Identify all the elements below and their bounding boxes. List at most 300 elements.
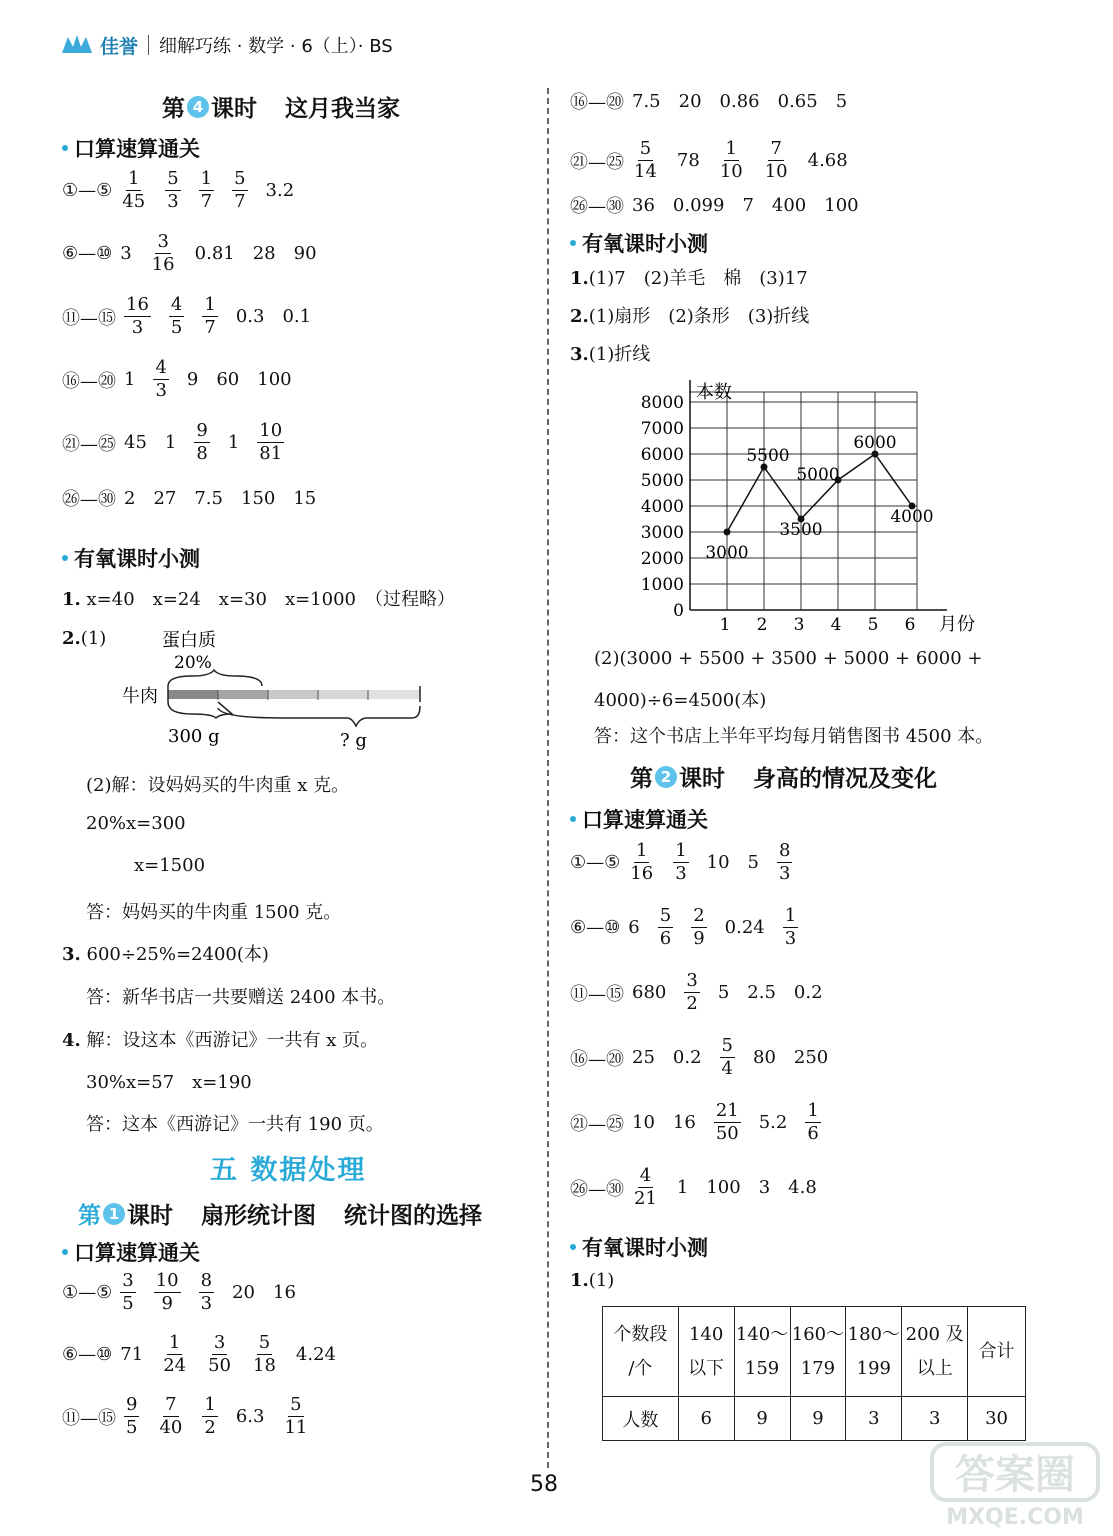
y-tick-label: 1000 xyxy=(640,575,684,595)
header-text: 159 xyxy=(744,1357,780,1379)
answer-value: 45 xyxy=(124,432,147,453)
answer-value: 78 xyxy=(676,150,700,171)
answer-fraction xyxy=(202,296,217,337)
brand-name: 佳誉 xyxy=(100,35,139,58)
answer-text: 解：设这本《西游记》一共有 x 页。 xyxy=(86,1030,379,1051)
denominator: 6 xyxy=(659,928,672,949)
answer-value: 150 xyxy=(241,487,276,509)
protein-label: 蛋白质 xyxy=(162,630,216,651)
section-oral-2 xyxy=(62,1237,200,1267)
answer-fraction xyxy=(257,422,284,463)
table-cell: 3 xyxy=(846,1397,902,1441)
data-label: 3500 xyxy=(779,520,823,540)
answer-4-eq: 30%x=57 x=190 xyxy=(86,1072,252,1093)
answer-value: 6.3 xyxy=(235,1406,265,1427)
answer-fraction xyxy=(206,1334,233,1375)
answer-value: 0.24 xyxy=(724,917,765,938)
row-label: ①—⑤ xyxy=(62,1282,113,1303)
answer-value: 25 xyxy=(632,1047,655,1068)
answer-3: 3. 600÷25%=2400(本) xyxy=(62,944,269,965)
answer-value: 6 xyxy=(628,917,640,938)
answer-value: 1 xyxy=(227,432,240,453)
row-label: ⑯—⑳ xyxy=(570,1048,624,1070)
row-label: ⑥—⑩ xyxy=(62,243,113,264)
lesson-name: 扇形统计图 xyxy=(201,1203,316,1229)
answer-fraction xyxy=(124,296,151,337)
answer-fraction xyxy=(169,296,184,337)
table-cell: 9 xyxy=(790,1397,846,1441)
y-tick-label: 6000 xyxy=(640,445,684,465)
denominator: 24 xyxy=(163,1355,187,1376)
answer-fraction xyxy=(120,170,147,211)
answer-fraction xyxy=(691,907,706,948)
denominator: 3 xyxy=(200,1293,213,1314)
data-label: 4000 xyxy=(890,507,934,527)
answer-value: 680 xyxy=(632,982,667,1003)
answer-1: 1. x=40 x=24 x=30 x=1000 （过程略） xyxy=(62,589,455,610)
header-text: 160～ xyxy=(791,1323,845,1345)
y-tick-label: 8000 xyxy=(640,393,684,413)
section-title: 有氧课时小测 xyxy=(74,547,200,571)
row-label: ㉑—㉕ xyxy=(570,1113,624,1135)
answer-4-conclusion: 答：这本《西游记》一共有 190 页。 xyxy=(86,1114,384,1135)
numerator: 10 xyxy=(259,420,283,441)
segment-1 xyxy=(168,690,218,699)
table-header-cell xyxy=(678,1307,734,1397)
answer-fraction xyxy=(120,1272,135,1313)
header-text: 以下 xyxy=(688,1357,725,1379)
table-cell: 6 xyxy=(678,1397,734,1441)
answer-value: 27 xyxy=(153,487,177,509)
denominator: 10 xyxy=(764,161,788,182)
answer-2-label: 2.(1) xyxy=(62,628,107,649)
lesson-suffix: 课时 xyxy=(211,96,257,122)
answer-text: (1) xyxy=(80,628,107,649)
denominator: 5 xyxy=(170,317,183,338)
header-text: 180～ xyxy=(847,1323,901,1345)
table-header-cell xyxy=(846,1307,902,1397)
answer-4: 4. 解：设这本《西游记》一共有 x 页。 xyxy=(62,1030,379,1051)
denominator: 40 xyxy=(159,1417,183,1438)
answer-value: 2.5 xyxy=(747,982,776,1003)
bullet-dot-icon xyxy=(570,816,576,822)
denominator: 3 xyxy=(779,863,791,884)
answer-value: 4.68 xyxy=(807,150,848,171)
answer-value: 36 xyxy=(632,194,655,216)
denominator: 2 xyxy=(686,993,698,1014)
denominator: 3 xyxy=(675,863,687,884)
table-cell: 30 xyxy=(968,1397,1026,1441)
data-label: 3000 xyxy=(705,543,749,563)
answer-row xyxy=(570,88,865,114)
numerator: 1 xyxy=(807,1100,819,1121)
answer-value: 28 xyxy=(252,243,276,264)
denominator: 8 xyxy=(196,443,208,464)
answer-row xyxy=(62,485,334,511)
answer-fraction xyxy=(251,1334,278,1375)
table-cell: 人数 xyxy=(603,1397,679,1441)
answer-value: 100 xyxy=(257,369,292,390)
answer-fraction xyxy=(124,1396,139,1437)
numerator: 1 xyxy=(204,294,216,315)
bullet-dot-icon xyxy=(62,145,68,151)
numerator: 21 xyxy=(715,1100,739,1121)
lesson-name-2: 统计图的选择 xyxy=(344,1203,482,1229)
answer-text: 600÷25%=2400(本) xyxy=(86,944,269,965)
answer-value: 5 xyxy=(717,982,730,1003)
answer-row xyxy=(570,192,877,218)
table-cell: 3 xyxy=(902,1397,968,1441)
header-text: 合计 xyxy=(978,1340,1015,1362)
answer-row xyxy=(570,972,841,1013)
answer-value: 5 xyxy=(835,90,848,112)
answer-value: 5 xyxy=(747,852,759,873)
row-label: ㉖—㉚ xyxy=(62,489,116,510)
answer-1: 1.(1)7 (2)羊毛 棉 (3)17 xyxy=(570,268,808,289)
row-label: ⑪—⑮ xyxy=(570,983,624,1005)
answer-value: 90 xyxy=(293,243,317,264)
answer-value: 1 xyxy=(124,369,136,390)
denominator: 3 xyxy=(167,191,179,212)
beef-label: 牛肉 xyxy=(122,686,158,707)
x-tick-label: 5 xyxy=(867,615,879,635)
section-oral-3 xyxy=(570,804,708,834)
answer-1: 1.(1) xyxy=(570,1270,615,1291)
header-text: 199 xyxy=(856,1357,892,1379)
table-header-cell xyxy=(603,1307,679,1397)
numerator: 9 xyxy=(196,420,208,441)
numerator: 4 xyxy=(155,357,167,378)
answer-fraction xyxy=(232,170,247,211)
header-separator xyxy=(148,35,149,55)
numerator: 5 xyxy=(659,905,672,926)
y-tick-label: 3000 xyxy=(640,523,684,543)
row-label: ㉑—㉕ xyxy=(62,433,116,455)
numerator: 1 xyxy=(128,168,140,189)
lesson-suffix: 课时 xyxy=(127,1203,173,1229)
lesson-name: 这月我当家 xyxy=(285,96,400,122)
answer-value: 80 xyxy=(753,1047,776,1068)
answer-value: 400 xyxy=(771,194,807,216)
answer-value: 16 xyxy=(672,1112,696,1133)
unit-title: 五 数据处理 xyxy=(210,1155,367,1186)
header-text: 200 及 xyxy=(905,1323,964,1345)
answer-fraction xyxy=(628,842,655,883)
table-header-cell xyxy=(790,1307,846,1397)
answer-text: (1)折线 xyxy=(588,344,651,365)
denominator: 16 xyxy=(151,254,175,275)
denominator: 7 xyxy=(234,191,246,212)
section-title: 有氧课时小测 xyxy=(582,1236,708,1260)
numerator: 3 xyxy=(213,1332,226,1353)
answer-2: 2.(1)扇形 (2)条形 (3)折线 xyxy=(570,306,810,327)
answer-value: 0.86 xyxy=(719,90,760,112)
row-label: ⑪—⑮ xyxy=(62,307,116,329)
numerator: 3 xyxy=(686,970,698,991)
data-label: 6000 xyxy=(853,433,897,453)
numerator: 1 xyxy=(725,138,737,159)
series-title: 细解巧练 · 数学 · 6（上）· BS xyxy=(159,36,393,57)
answer-value: 100 xyxy=(706,1177,741,1198)
lesson-2-title xyxy=(630,760,937,793)
left-brace xyxy=(168,702,232,718)
answer-value: 7 xyxy=(742,194,754,216)
answer-row xyxy=(62,296,329,337)
answer-value: 4.24 xyxy=(295,1344,336,1365)
row-label: ①—⑤ xyxy=(62,180,113,201)
lesson-number-badge: 2 xyxy=(655,766,677,788)
bullet-dot-icon xyxy=(62,555,68,561)
row-label: ⑯—⑳ xyxy=(570,92,624,113)
bottom-brace xyxy=(218,706,420,726)
numerator: 5 xyxy=(639,138,652,159)
denominator: 10 xyxy=(719,161,743,182)
section-title: 口算速算通关 xyxy=(74,1241,200,1265)
answer-fraction xyxy=(714,1102,741,1143)
page-number: 58 xyxy=(530,1472,558,1497)
answer-row xyxy=(62,1396,327,1437)
row-label: ㉖—㉚ xyxy=(570,1178,624,1200)
denominator: 11 xyxy=(284,1417,308,1438)
numerator: 5 xyxy=(234,168,246,189)
answer-fraction xyxy=(805,1102,820,1143)
section-test-2 xyxy=(570,228,708,258)
row-label: ⑯—⑳ xyxy=(62,370,116,392)
denominator: 50 xyxy=(715,1123,739,1144)
denominator: 3 xyxy=(155,380,167,401)
answer-value: 16 xyxy=(273,1282,296,1303)
height-frequency-table xyxy=(602,1306,1026,1441)
denominator: 9 xyxy=(161,1293,173,1314)
segment-2 xyxy=(218,690,268,699)
denominator: 5 xyxy=(126,1417,138,1438)
denominator: 9 xyxy=(693,928,705,949)
answer-value: 0.81 xyxy=(194,243,235,264)
x-tick-label: 4 xyxy=(830,615,842,635)
answer-fraction xyxy=(777,842,792,883)
bullet-dot-icon xyxy=(570,1244,576,1250)
numerator: 1 xyxy=(168,1332,181,1353)
answer-value: 1 xyxy=(164,432,177,453)
answer-fraction xyxy=(763,140,790,181)
x-tick-label: 6 xyxy=(904,615,916,635)
beef-protein-diagram xyxy=(112,622,492,752)
answer-fraction xyxy=(282,1396,309,1437)
answer-2-eq2: x=1500 xyxy=(134,855,206,876)
answer-value: 10 xyxy=(706,852,730,873)
answer-value: 15 xyxy=(293,487,317,509)
numerator: 1 xyxy=(784,905,797,926)
answer-value: 60 xyxy=(216,369,240,390)
answer-fraction xyxy=(199,170,214,211)
x-axis-label: 月份 xyxy=(939,614,975,635)
y-axis-label: 本数 xyxy=(696,382,732,403)
svg-text:答案圈: 答案圈 xyxy=(955,1452,1075,1498)
numerator: 7 xyxy=(165,1394,177,1415)
header-text: 140 xyxy=(688,1323,724,1345)
lesson-prefix: 第 xyxy=(78,1203,101,1229)
denominator: 45 xyxy=(122,191,146,212)
watermark-logo-icon xyxy=(930,1440,1100,1530)
table-header-row xyxy=(603,1307,1026,1397)
numerator: 5 xyxy=(290,1394,302,1415)
numerator: 1 xyxy=(675,840,687,861)
answer-fraction xyxy=(718,140,745,181)
answer-text: (1) xyxy=(588,1270,615,1291)
x-tick-label: 3 xyxy=(793,615,805,635)
answer-text: (1)7 (2)羊毛 棉 (3)17 xyxy=(588,268,808,289)
page-header xyxy=(60,30,393,60)
lesson-suffix: 课时 xyxy=(679,766,725,792)
answer-row xyxy=(570,842,810,883)
answer-value: 0.1 xyxy=(282,306,312,327)
table-cell: 9 xyxy=(734,1397,790,1441)
answer-row xyxy=(62,359,310,400)
answer-row xyxy=(62,1334,354,1375)
answer-2-conclusion: 答：妈妈买的牛肉重 1500 克。 xyxy=(86,902,342,923)
numerator: 2 xyxy=(693,905,705,926)
x-tick-label: 2 xyxy=(756,615,768,635)
answer-fraction xyxy=(157,1396,184,1437)
numerator: 8 xyxy=(200,1270,213,1291)
answer-text: x=40 x=24 x=30 x=1000 （过程略） xyxy=(86,589,455,610)
answer-row xyxy=(570,140,866,181)
numerator: 16 xyxy=(126,294,149,315)
denominator: 5 xyxy=(122,1293,134,1314)
row-label: ⑪—⑮ xyxy=(62,1407,116,1429)
data-label: 5500 xyxy=(746,446,790,466)
answer-value: 0.2 xyxy=(793,982,823,1003)
answer-fraction xyxy=(673,842,688,883)
numerator: 9 xyxy=(126,1394,138,1415)
denominator: 81 xyxy=(259,443,283,464)
numerator: 3 xyxy=(157,231,169,252)
known-label: 300 g xyxy=(168,726,220,747)
answer-value: 3 xyxy=(758,1177,771,1198)
answer-fraction xyxy=(165,170,180,211)
unknown-label: ? g xyxy=(340,730,367,751)
answer-row xyxy=(62,170,312,211)
answer-value: 7.5 xyxy=(194,487,223,509)
answer-row xyxy=(570,1102,839,1143)
numerator: 5 xyxy=(721,1035,733,1056)
answer-fraction xyxy=(150,233,177,274)
brand-logo-icon xyxy=(60,33,94,57)
section-title: 有氧课时小测 xyxy=(582,232,708,256)
denominator: 21 xyxy=(634,1188,657,1209)
answer-text: (1)扇形 (2)条形 (3)折线 xyxy=(588,306,810,327)
row-label: ①—⑤ xyxy=(570,852,621,873)
answer-fraction xyxy=(632,140,659,181)
y-tick-label: 4000 xyxy=(640,497,684,517)
answer-row xyxy=(570,1037,846,1078)
denominator: 3 xyxy=(784,928,797,949)
row-label: ㉑—㉕ xyxy=(570,151,624,173)
lesson-4-title xyxy=(162,90,400,123)
y-tick-label: 5000 xyxy=(640,471,684,491)
answer-value: 3 xyxy=(120,243,132,264)
answer-value: 100 xyxy=(824,194,859,216)
header-text: 140～ xyxy=(735,1323,789,1345)
answer-fraction xyxy=(154,1272,181,1313)
numerator: 1 xyxy=(204,1394,216,1415)
header-text: 以上 xyxy=(916,1357,953,1379)
answer-value: 20 xyxy=(232,1282,255,1303)
y-tick-label: 2000 xyxy=(640,549,684,569)
numerator: 7 xyxy=(770,138,782,159)
row-label: ㉖—㉚ xyxy=(570,196,624,217)
denominator: 3 xyxy=(131,317,144,338)
answer-fraction xyxy=(632,1167,659,1208)
answer-row xyxy=(62,422,302,463)
section-test-3 xyxy=(570,1232,708,1262)
numerator: 10 xyxy=(155,1270,179,1291)
numerator: 3 xyxy=(122,1270,134,1291)
numerator: 8 xyxy=(779,840,791,861)
answer-value: 250 xyxy=(793,1047,829,1068)
answer-value: 5.2 xyxy=(758,1112,788,1133)
answer-row xyxy=(570,907,816,948)
answer-2-eq1: 20%x=300 xyxy=(86,813,186,834)
y-tick-label: 0 xyxy=(673,601,684,621)
denominator: 7 xyxy=(204,317,216,338)
numerator: 5 xyxy=(167,168,179,189)
denominator: 18 xyxy=(253,1355,276,1376)
answer-value: 0.099 xyxy=(672,194,725,216)
answer-3-conclusion: 答：这个书店上半年平均每月销售图书 4500 本。 xyxy=(594,726,994,747)
section-title: 口算速算通关 xyxy=(582,808,708,832)
answer-fraction xyxy=(202,1396,217,1437)
answer-value: 2 xyxy=(124,487,136,509)
answer-value: 71 xyxy=(120,1344,144,1365)
answer-fraction xyxy=(684,972,699,1013)
denominator: 4 xyxy=(721,1058,733,1079)
bullet-dot-icon xyxy=(62,1249,68,1255)
answer-fraction xyxy=(194,422,209,463)
header-text: 个数段 xyxy=(613,1323,668,1345)
bullet-dot-icon xyxy=(570,240,576,246)
answer-row xyxy=(62,1272,314,1313)
answer-row xyxy=(62,233,335,274)
lesson-name: 身高的情况及变化 xyxy=(753,766,937,792)
header-text: 179 xyxy=(800,1357,836,1379)
data-label: 5000 xyxy=(796,465,840,485)
monthly-sales-line-chart xyxy=(630,372,1060,637)
numerator: 5 xyxy=(258,1332,271,1353)
y-tick-label: 7000 xyxy=(640,419,684,439)
segment-4 xyxy=(318,690,368,699)
answer-3-2a: (2)(3000 + 5500 + 3500 + 5000 + 6000 + xyxy=(594,648,983,669)
answer-3-2b: 4000)÷6=4500(本) xyxy=(594,690,767,711)
table-header-cell xyxy=(968,1307,1026,1397)
x-tick-label: 1 xyxy=(719,615,731,635)
answer-value: 7.5 xyxy=(632,90,661,112)
lesson-number-badge: 4 xyxy=(187,96,209,118)
lesson-prefix: 第 xyxy=(162,96,185,122)
row-label: ⑥—⑩ xyxy=(570,917,621,938)
answer-fraction xyxy=(199,1272,214,1313)
denominator: 14 xyxy=(634,161,657,182)
answer-value: 1 xyxy=(676,1177,689,1198)
svg-text:MXQE.COM: MXQE.COM xyxy=(946,1505,1084,1530)
section-oral-1 xyxy=(62,133,200,163)
denominator: 16 xyxy=(630,863,654,884)
numerator: 4 xyxy=(639,1165,652,1186)
table-header-cell xyxy=(902,1307,968,1397)
segment-3 xyxy=(268,690,318,699)
numerator: 4 xyxy=(170,294,183,315)
answer-fraction xyxy=(161,1334,188,1375)
